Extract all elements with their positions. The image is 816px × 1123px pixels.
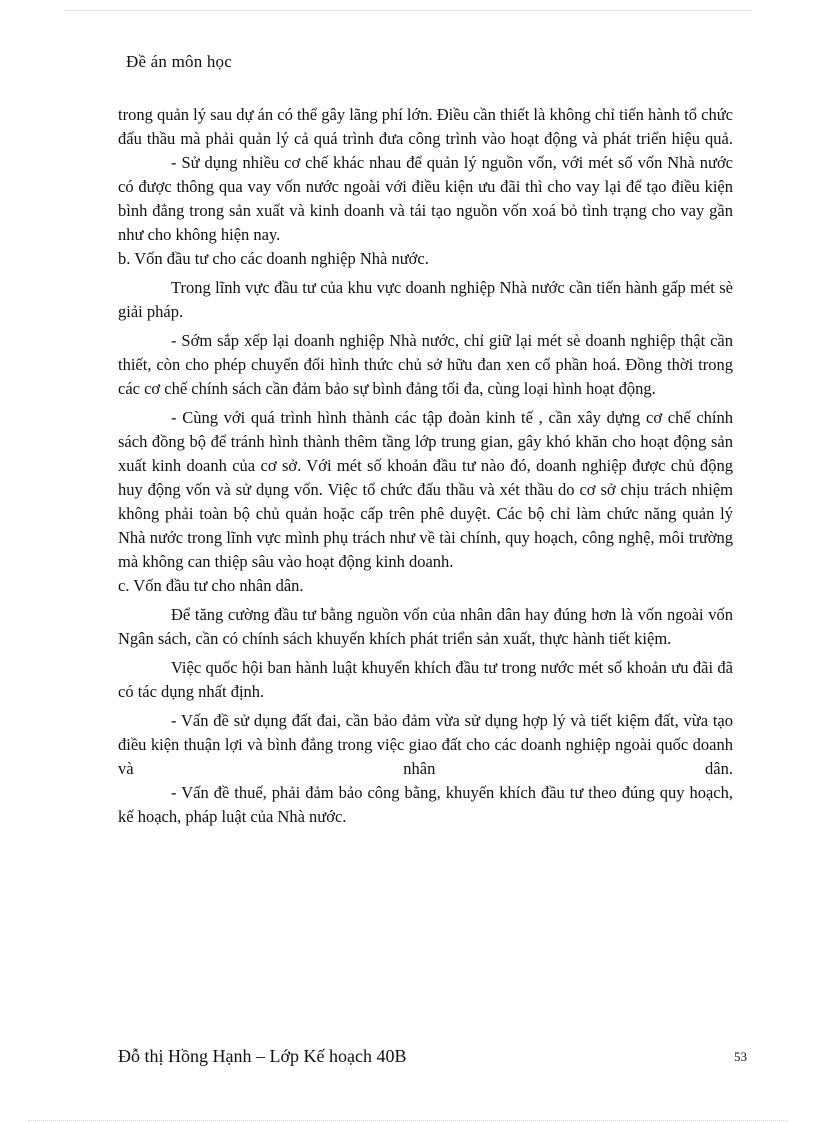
document-body <box>118 103 733 829</box>
paragraph-4: - Sớm sắp xếp lại doanh nghiệp Nhà nước, chỉ giữ lại mét sè doanh nghiệp thật cần thiết, còn cho phép chuyển đổi hình thức chủ sở hữu đan xen cổ phần hoá. Đồng thời trong các cơ chế chính sách cần đảm bảo sự bình đảng tối đa, cùng loại hình hoạt động. <box>118 331 733 398</box>
paragraph-2: - Sử dụng nhiều cơ chế khác nhau để quản lý nguồn vốn, với mét số vốn Nhà nước có được thông qua vay vốn nước ngoài với điều kiện ưu đãi thì cho vay lại để tạo điều kiện bình đẳng trong sản xuất và kinh doanh và tái tạo nguồn vốn xoá bỏ tình trạng cho vay gần như cho không hiện nay. <box>118 153 733 244</box>
paragraph-5: - Cùng với quá trình hình thành các tập đoàn kinh tế , cần xây dựng cơ chế chính sách đồng bộ để tránh hình thành thêm tầng lớp trung gian, gây khó khăn cho hoạt động sản xuất kinh doanh của cơ sở. Với mét số khoản đầu tư nào đó, doanh nghiệp được chủ động huy động vốn và sử dụng vốn. Việc tổ chức đấu thầu và xét thầu do cơ sở chịu trách nhiệm không phải toàn bộ chủ quản hoặc cấp trên phê duyệt. Các bộ chỉ làm chức năng quản lý Nhà nước trong lĩnh vực mình phụ trách như về tài chính, quy hoạch, công nghệ, môi trường mà không can thiệp sâu vào hoạt động kinh doanh. <box>118 408 733 571</box>
page-number: 53 <box>734 1049 747 1064</box>
footer-author: Đỗ thị Hồng Hạnh – Lớp Kế hoạch 40B <box>118 1046 407 1066</box>
section-heading-c: c. Vốn đầu tư cho nhân dân. <box>118 576 304 595</box>
paragraph-8: - Vấn đề sử dụng đất đai, cần bảo đảm vừa sử dụng hợp lý và tiết kiệm đất, vừa tạo điều kiện thuận lợi và bình đẳng trong việc giao đất cho các doanh nghiệp ngoài quốc doanh và nhân dân. <box>118 711 733 778</box>
paragraph-6: Để tăng cường đầu tư bằng nguồn vốn của nhân dân hay đúng hơn là vốn ngoài vốn Ngân sách, cần có chính sách khuyến khích phát triển sản xuất, thực hành tiết kiệm. <box>118 605 733 648</box>
paragraph-3: Trong lĩnh vực đầu tư của khu vực doanh nghiệp Nhà nước cần tiến hành gấp mét sè giải pháp. <box>118 278 733 321</box>
paragraph-1: trong quản lý sau dự án có thể gây lãng phí lớn. Điều cần thiết là không chỉ tiến hành tổ chức đấu thầu mà phải quản lý cả quá trình đưa công trình vào hoạt động và phát triển hiệu quả. <box>118 105 733 148</box>
page-header: Đề án môn học <box>126 52 232 71</box>
paragraph-7: Việc quốc hội ban hành luật khuyến khích đầu tư trong nước mét số khoản ưu đãi đã có tác dụng nhất định. <box>118 658 733 701</box>
page-border-bottom <box>28 1120 788 1122</box>
section-heading-b: b. Vốn đầu tư cho các doanh nghiệp Nhà nước. <box>118 249 429 268</box>
paragraph-9: - Vấn đề thuế, phải đảm bảo công bằng, khuyến khích đầu tư theo đúng quy hoạch, kế hoạch, pháp luật của Nhà nước. <box>118 783 733 826</box>
page-border-top <box>64 10 752 12</box>
